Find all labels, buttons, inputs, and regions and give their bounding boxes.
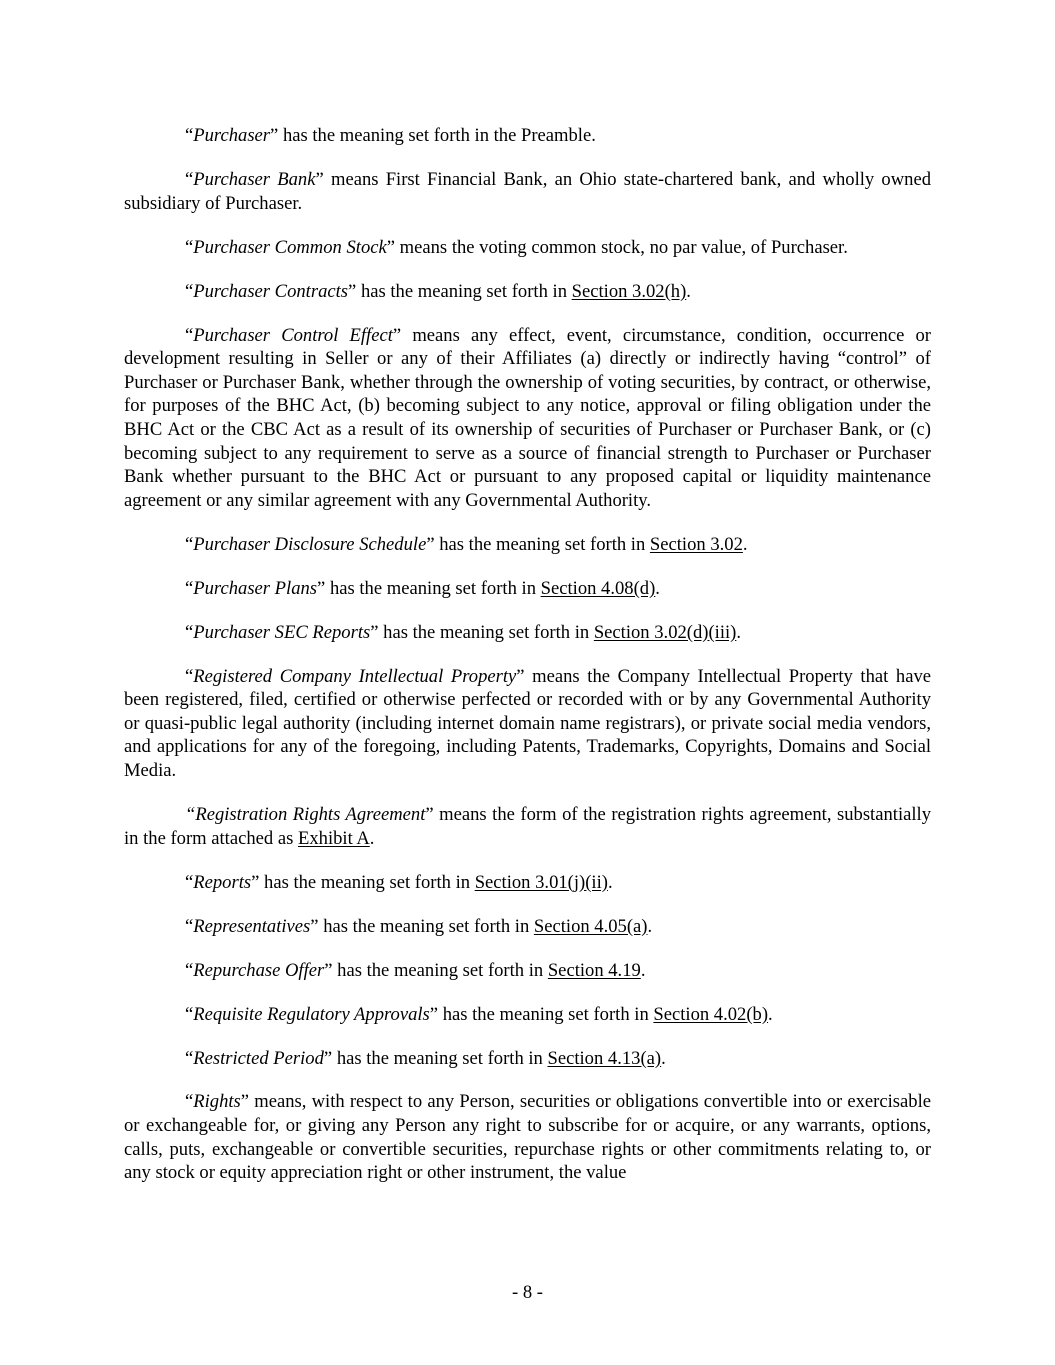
- close-quote: ”: [270, 125, 279, 146]
- defined-term: Registered Company Intellectual Property: [193, 665, 517, 687]
- definition-repurchase-offer: [124, 959, 931, 983]
- section-reference: Section 4.05(a): [533, 915, 648, 937]
- definition-purchaser-control-effect: [124, 324, 931, 513]
- definition-tail: .: [640, 959, 646, 981]
- definition-registered-company-ip: [124, 665, 931, 783]
- definition-tail: .: [736, 621, 742, 643]
- definition-text: means the form of the registration rights agreement, substantially in the form attached as: [124, 803, 931, 849]
- open-quote: “: [185, 324, 194, 346]
- open-quote: “: [185, 1091, 194, 1113]
- definition-restricted-period: [124, 1047, 931, 1071]
- definition-text: has the meaning set forth in: [332, 1047, 548, 1069]
- definition-tail: .: [369, 827, 375, 849]
- defined-term: Restricted Period: [193, 1047, 324, 1069]
- defined-term: Purchaser Contracts: [193, 280, 349, 302]
- defined-term: Requisite Regulatory Approvals: [193, 1003, 430, 1025]
- definition-text: means any effect, event, circumstance, condition, occurrence or development resulting in Seller or any of their Affiliates (a) directly or indirectly having “control” of Purchaser or Purchaser Bank, whether through the ownership of voting securities, by contract, or otherwise, for purposes of the BHC Act, (b) becoming subject to any notice, approval or filing obligation under the BHC Act or the CBC Act as a result of its ownership of securities of Purchaser or Purchaser Bank, or (c) becoming subject to any requirement to serve as a source of financial strength to Purchaser or Purchaser Bank whether pursuant to the BHC Act or pursuant to any proposed capital or liquidity maintenance agreement or any similar agreement with any Governmental Authority.: [124, 324, 931, 511]
- page-number: - 8 -: [512, 1282, 543, 1303]
- definition-tail: .: [647, 915, 653, 937]
- definition-tail: .: [607, 871, 613, 893]
- open-quote: “: [185, 577, 194, 599]
- close-quote: ”: [425, 803, 434, 825]
- open-quote: “: [185, 533, 194, 555]
- definition-requisite-regulatory-approvals: [124, 1003, 931, 1027]
- definition-tail: .: [768, 1003, 773, 1025]
- section-reference: Section 3.01(j)(ii): [474, 871, 608, 893]
- open-quote: “: [185, 1003, 194, 1025]
- open-quote: “: [185, 621, 194, 643]
- section-reference: Section 4.13(a): [547, 1047, 662, 1069]
- close-quote: ”: [348, 280, 357, 302]
- definition-text: has the meaning set forth in: [318, 915, 534, 937]
- document-page: [124, 124, 931, 1205]
- definition-text: has the meaning set forth in: [259, 871, 475, 893]
- definition-tail: .: [742, 533, 748, 555]
- close-quote: ”: [392, 324, 402, 346]
- defined-term: Representatives: [193, 915, 311, 937]
- definition-text: has the meaning set forth in: [325, 577, 541, 599]
- definition-reports: [124, 871, 931, 895]
- definition-purchaser-plans: [124, 577, 931, 601]
- section-reference: Section 4.08(d): [540, 577, 656, 599]
- open-quote: “: [185, 915, 194, 937]
- definition-purchaser: [124, 124, 931, 148]
- open-quote: “: [185, 168, 194, 190]
- close-quote: ”: [315, 168, 324, 190]
- open-quote: “: [185, 959, 194, 981]
- definition-text: means the Company Intellectual Property that have been registered, filed, certified or otherwise perfected or recorded with or by any Governmental Authority or quasi-public legal authority (including internet domain name registrars), or private social media vendors, and applications for any of the foregoing, including Patents, Trademarks, Copyrights, Domains and Social Media.: [124, 665, 931, 781]
- definition-text: means the voting common stock, no par value, of Purchaser.: [395, 236, 848, 258]
- open-quote: “: [185, 236, 194, 258]
- definition-text: has the meaning set forth in the Preamble.: [278, 125, 596, 146]
- definition-purchaser-disclosure-schedule: [124, 533, 931, 557]
- defined-term: Purchaser Plans: [193, 577, 318, 599]
- close-quote: ”: [426, 533, 435, 555]
- close-quote: ”: [323, 1047, 333, 1069]
- open-quote: “: [185, 665, 194, 687]
- open-quote: “: [185, 803, 196, 825]
- definition-representatives: [124, 915, 931, 939]
- close-quote: ”: [317, 577, 326, 599]
- defined-term: Registration Rights Agreement: [195, 803, 426, 825]
- defined-term: Purchaser Disclosure Schedule: [193, 533, 427, 555]
- definition-purchaser-common-stock: [124, 236, 931, 260]
- defined-term: Purchaser Bank: [193, 168, 316, 190]
- close-quote: ”: [251, 871, 260, 893]
- section-reference: Section 4.02(b): [653, 1003, 769, 1025]
- definition-text: has the meaning set forth in: [378, 621, 594, 643]
- section-reference: Section 3.02(h): [571, 280, 687, 302]
- definition-rights: [124, 1090, 931, 1184]
- definition-text: has the meaning set forth in: [434, 533, 650, 555]
- definition-tail: .: [661, 1047, 666, 1069]
- definition-text: means, with respect to any Person, securities or obligations convertible into or exercisable or exchangeable for, or giving any Person any right to subscribe for or acquire, or any warrants, options, calls, puts, exchangeable or convertible securities, repurchase rights or other commitments relating to, or any stock or equity appreciation right or other instrument, the value: [124, 1091, 931, 1184]
- close-quote: ”: [516, 665, 525, 687]
- defined-term: Purchaser SEC Reports: [193, 621, 371, 643]
- definition-registration-rights-agreement: [124, 803, 931, 850]
- section-reference: Section 3.02(d)(iii): [593, 621, 737, 643]
- close-quote: ”: [310, 915, 319, 937]
- definition-text: means First Financial Bank, an Ohio state-chartered bank, and wholly owned subsidiary of Purchaser.: [124, 168, 932, 214]
- exhibit-reference: Exhibit A: [298, 827, 370, 849]
- close-quote: ”: [370, 621, 379, 643]
- definition-purchaser-bank: [124, 168, 931, 215]
- defined-term: Purchaser: [193, 125, 271, 146]
- definition-purchaser-contracts: [124, 280, 931, 304]
- open-quote: “: [185, 1047, 194, 1069]
- close-quote: ”: [324, 959, 333, 981]
- definition-text: has the meaning set forth in: [356, 280, 572, 302]
- close-quote: ”: [386, 236, 396, 258]
- defined-term: Purchaser Common Stock: [193, 236, 387, 258]
- close-quote: ”: [429, 1003, 439, 1025]
- open-quote: “: [185, 125, 194, 146]
- definition-text: has the meaning set forth in: [438, 1003, 654, 1025]
- section-reference: Section 3.02: [649, 533, 743, 555]
- defined-term: Reports: [193, 871, 252, 893]
- open-quote: “: [185, 871, 194, 893]
- section-reference: Section 4.19: [547, 959, 641, 981]
- defined-term: Repurchase Offer: [193, 959, 325, 981]
- definition-text: has the meaning set forth in: [332, 959, 548, 981]
- definition-tail: .: [686, 280, 691, 302]
- defined-term: Rights: [193, 1091, 241, 1113]
- definition-tail: .: [655, 577, 660, 599]
- defined-term: Purchaser Control Effect: [193, 324, 393, 346]
- close-quote: ”: [240, 1091, 250, 1113]
- definition-purchaser-sec-reports: [124, 621, 931, 645]
- open-quote: “: [185, 280, 194, 302]
